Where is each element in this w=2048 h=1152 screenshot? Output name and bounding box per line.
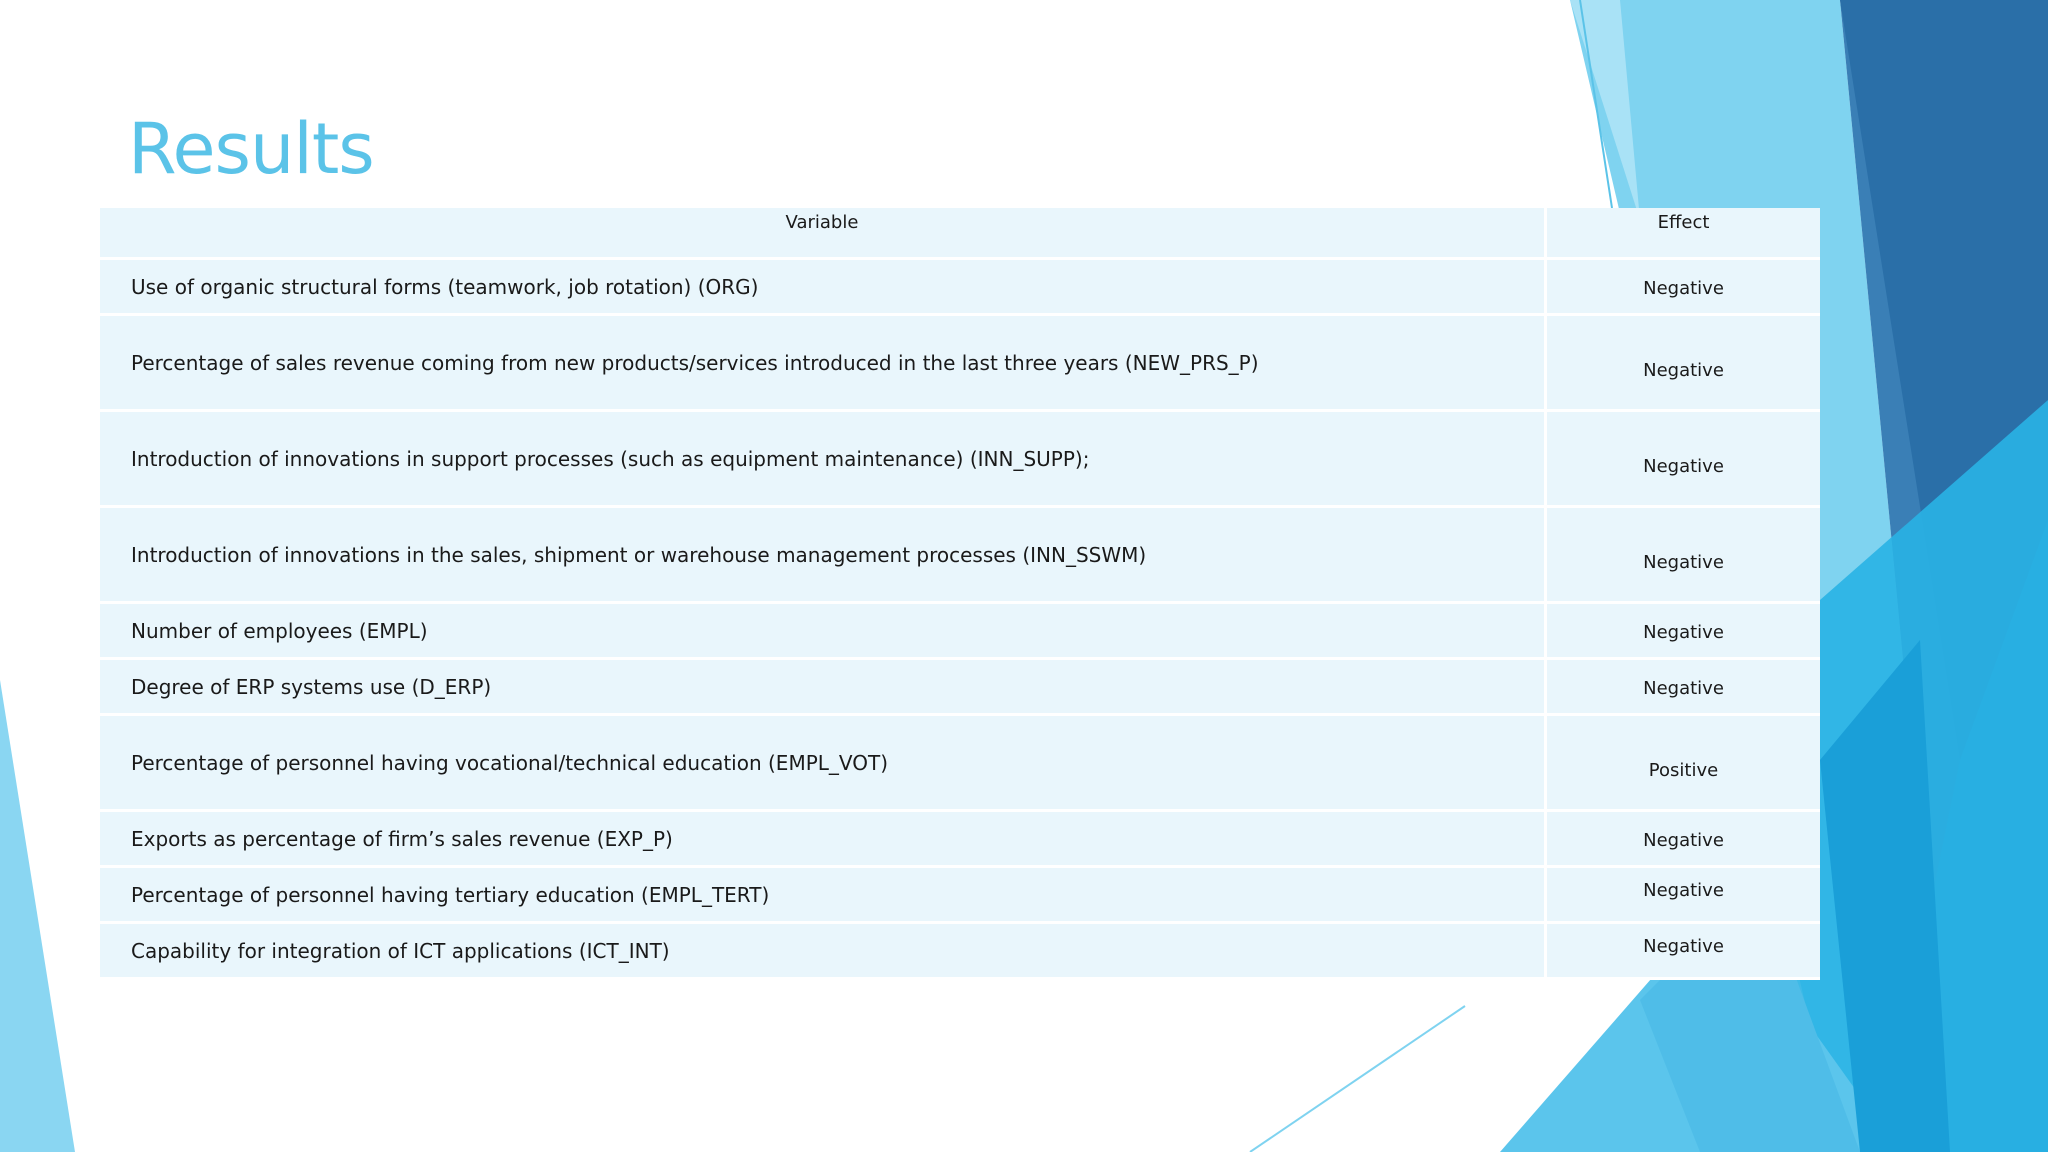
header-variable: Variable <box>100 208 1546 259</box>
variable-cell: Introduction of innovations in support processes (such as equipment maintenance) (INN_SUPP); <box>100 411 1546 507</box>
effect-cell <box>1546 603 1821 659</box>
effect-value: Negative <box>1643 678 1724 699</box>
table-row <box>100 923 1820 979</box>
effect-value: Negative <box>1643 456 1724 477</box>
table-row <box>100 603 1820 659</box>
effect-value: Positive <box>1648 760 1719 781</box>
effect-value: Negative <box>1643 552 1724 573</box>
effect-cell <box>1546 923 1821 979</box>
effect-value: Negative <box>1643 936 1724 957</box>
effect-cell <box>1546 411 1821 507</box>
slide-title: Results <box>128 108 374 190</box>
variable-cell: Percentage of personnel having vocational/technical education (EMPL_VOT) <box>100 715 1546 811</box>
effect-cell <box>1546 811 1821 867</box>
variable-cell: Percentage of sales revenue coming from new products/services introduced in the last three years (NEW_PRS_P) <box>100 315 1546 411</box>
header-effect: Effect <box>1546 208 1821 259</box>
variable-cell: Exports as percentage of firm’s sales revenue (EXP_P) <box>100 811 1546 867</box>
variable-cell: Introduction of innovations in the sales, shipment or warehouse management processes (INN_SSWM) <box>100 507 1546 603</box>
effect-value: Negative <box>1643 360 1724 381</box>
effect-value: Negative <box>1643 622 1724 643</box>
effect-cell <box>1546 259 1821 315</box>
table-row <box>100 659 1820 715</box>
effect-value: Negative <box>1643 830 1724 851</box>
effect-cell <box>1546 659 1821 715</box>
effect-value: Negative <box>1643 880 1724 901</box>
table-row <box>100 867 1820 923</box>
table-row <box>100 715 1820 811</box>
table-row <box>100 507 1820 603</box>
table-row <box>100 315 1820 411</box>
table-row <box>100 259 1820 315</box>
variable-cell: Number of employees (EMPL) <box>100 603 1546 659</box>
effect-cell <box>1546 507 1821 603</box>
table-row <box>100 411 1820 507</box>
effect-cell <box>1546 867 1821 923</box>
variable-cell: Percentage of personnel having tertiary education (EMPL_TERT) <box>100 867 1546 923</box>
effect-value: Negative <box>1643 278 1724 299</box>
results-table <box>100 208 1820 980</box>
variable-cell: Capability for integration of ICT applications (ICT_INT) <box>100 923 1546 979</box>
effect-cell <box>1546 315 1821 411</box>
variable-cell: Use of organic structural forms (teamwork, job rotation) (ORG) <box>100 259 1546 315</box>
table-row <box>100 811 1820 867</box>
variable-cell: Degree of ERP systems use (D_ERP) <box>100 659 1546 715</box>
effect-cell <box>1546 715 1821 811</box>
table-header-row <box>100 208 1820 259</box>
